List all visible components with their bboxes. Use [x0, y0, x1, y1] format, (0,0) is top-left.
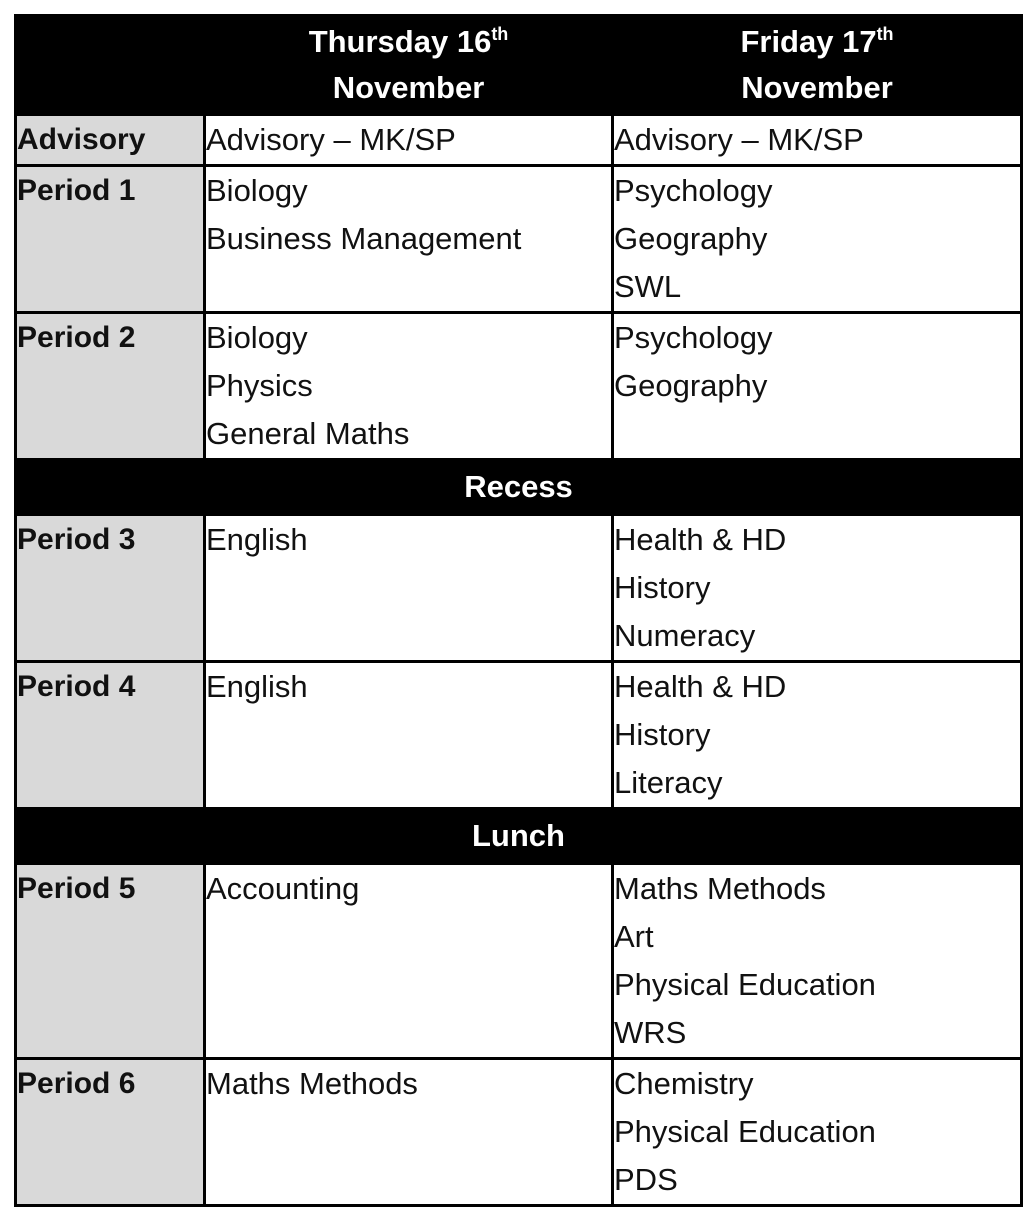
thursday-date-suffix: th: [491, 24, 509, 44]
subject-entry: History: [614, 570, 711, 605]
subject-entry: PDS: [614, 1162, 678, 1197]
row-label: Period 6: [16, 1059, 205, 1206]
friday-date-suffix: th: [876, 24, 894, 44]
friday-cell: [613, 313, 1022, 460]
subject-entry: WRS: [614, 1015, 687, 1050]
thursday-date: Thursday 16: [308, 24, 492, 59]
row-label: Period 4: [16, 662, 205, 809]
subject-entry: Biology: [206, 173, 308, 208]
row-period-1: [16, 166, 1022, 313]
friday-cell: [613, 864, 1022, 1059]
header-blank-cell: [16, 16, 205, 115]
subject-entry: Advisory – MK/SP: [206, 122, 456, 157]
friday-cell: [613, 1059, 1022, 1206]
header-thursday: [205, 16, 613, 115]
subject-entry: Psychology: [614, 320, 773, 355]
subject-entry: Biology: [206, 320, 308, 355]
friday-cell: [613, 662, 1022, 809]
subject-entry: Business Management: [206, 221, 522, 256]
header-row: [16, 16, 1022, 115]
row-period-3: [16, 515, 1022, 662]
subject-entry: Geography: [614, 221, 768, 256]
friday-date: Friday 17: [740, 24, 877, 59]
thursday-cell: [205, 166, 613, 313]
row-recess: [16, 460, 1022, 515]
subject-entry: Art: [614, 919, 654, 954]
thursday-month: November: [332, 70, 485, 105]
subject-entry: English: [206, 669, 308, 704]
subject-entry: Health & HD: [614, 522, 787, 557]
subject-entry: SWL: [614, 269, 682, 304]
subject-entry: Psychology: [614, 173, 773, 208]
friday-month: November: [741, 70, 893, 105]
thursday-cell: [205, 115, 613, 166]
thursday-cell: [205, 662, 613, 809]
row-period-2: [16, 313, 1022, 460]
subject-entry: Health & HD: [614, 669, 787, 704]
row-lunch: [16, 809, 1022, 864]
friday-cell: [613, 115, 1022, 166]
thursday-cell: [205, 1059, 613, 1206]
subject-entry: History: [614, 717, 711, 752]
subject-entry: Physics: [206, 368, 313, 403]
friday-cell: [613, 166, 1022, 313]
subject-entry: Advisory – MK/SP: [614, 122, 864, 157]
subject-entry: Physical Education: [614, 967, 876, 1002]
thursday-cell: [205, 313, 613, 460]
recess-label: Recess: [16, 460, 1022, 515]
row-label: Period 3: [16, 515, 205, 662]
subject-entry: Chemistry: [614, 1066, 754, 1101]
row-period-4: [16, 662, 1022, 809]
row-period-6: [16, 1059, 1022, 1206]
timetable: [14, 14, 1023, 1207]
subject-entry: Numeracy: [614, 618, 756, 653]
header-friday: [613, 16, 1022, 115]
row-label: Period 5: [16, 864, 205, 1059]
subject-entry: Literacy: [614, 765, 723, 800]
row-label: Advisory: [16, 115, 205, 166]
row-label: Period 2: [16, 313, 205, 460]
subject-entry: Maths Methods: [206, 1066, 418, 1101]
subject-entry: Geography: [614, 368, 768, 403]
subject-entry: Physical Education: [614, 1114, 876, 1149]
thursday-cell: [205, 864, 613, 1059]
subject-entry: Maths Methods: [614, 871, 826, 906]
lunch-label: Lunch: [16, 809, 1022, 864]
row-label: Period 1: [16, 166, 205, 313]
thursday-cell: [205, 515, 613, 662]
subject-entry: English: [206, 522, 308, 557]
subject-entry: General Maths: [206, 416, 410, 451]
row-advisory: [16, 115, 1022, 166]
row-period-5: [16, 864, 1022, 1059]
subject-entry: Accounting: [206, 871, 360, 906]
friday-cell: [613, 515, 1022, 662]
